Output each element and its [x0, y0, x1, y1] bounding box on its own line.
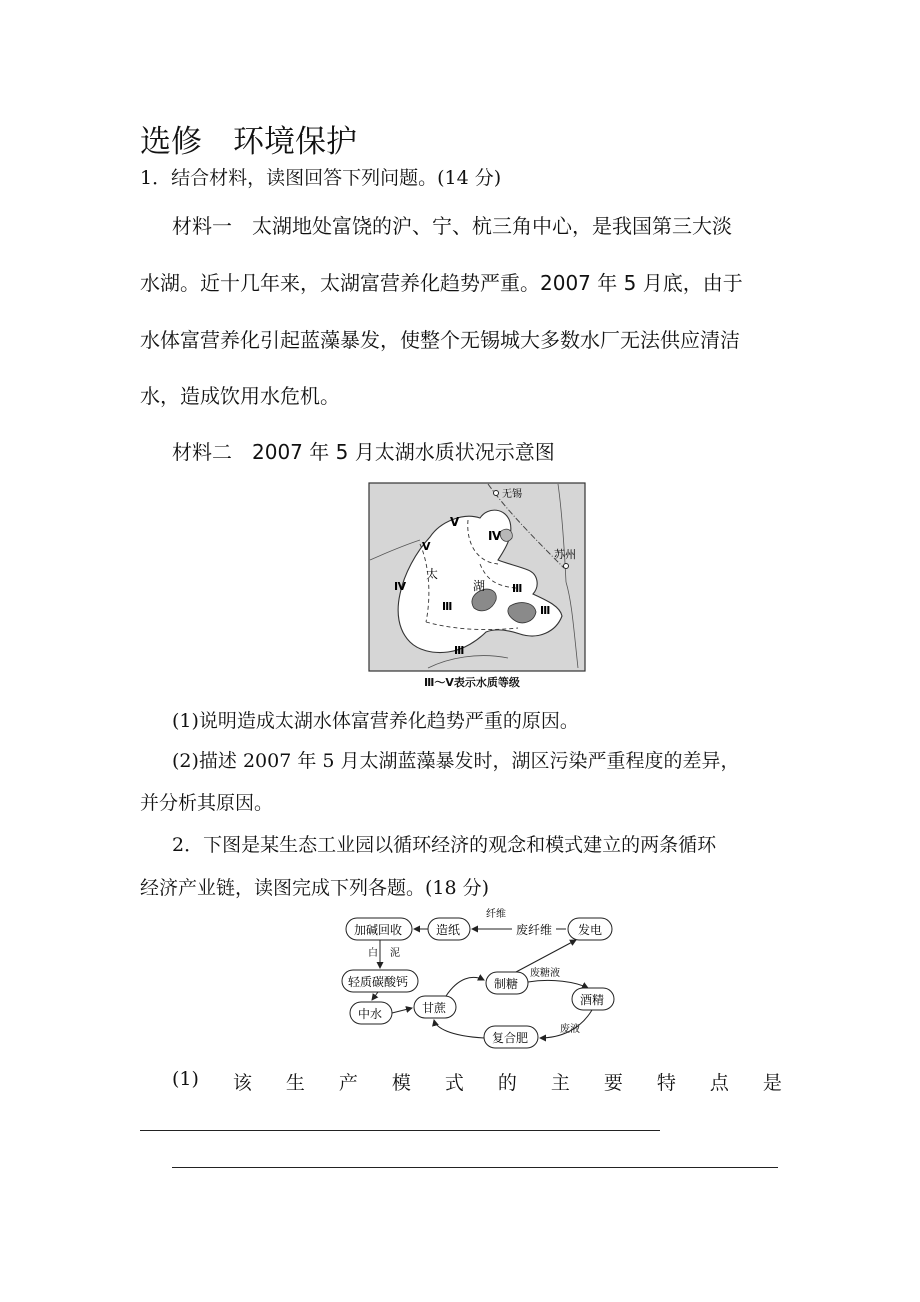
q2-sub1-char: 主	[550, 1072, 570, 1094]
lake-name-char: 湖	[473, 579, 486, 593]
q2-sub1-char: (1)	[172, 1068, 199, 1090]
node-label: 复合肥	[492, 1031, 529, 1045]
island	[500, 529, 512, 541]
city-marker-wuxi	[494, 491, 499, 496]
q2-sub1-char: 该	[232, 1072, 252, 1094]
node-label: 造纸	[436, 923, 461, 937]
water-grade-label: Ⅲ	[442, 600, 453, 613]
node-label: 发电	[578, 923, 603, 937]
water-grade-label: Ⅲ	[512, 582, 523, 595]
question-2-stem-cont: 经济产业链，读图完成下列各题。(18 分)	[140, 877, 490, 899]
circular-economy-diagram	[340, 908, 630, 1054]
q2-sub1-char: 要	[603, 1072, 623, 1094]
question-1-stem: 1．结合材料，读图回答下列问题。(14 分)	[140, 167, 502, 189]
node-label: 中水	[358, 1007, 383, 1021]
answer-blank-line[interactable]	[172, 1167, 778, 1168]
edge-label: 废糖液	[530, 968, 560, 979]
q2-sub-question-1	[172, 1068, 782, 1095]
material-1-line: 材料一 太湖地处富饶的沪、宁、杭三角中心，是我国第三大淡	[172, 214, 732, 238]
node-label: 酒精	[580, 993, 605, 1007]
node-label: 轻质碳酸钙	[348, 975, 409, 989]
node-label: 甘蔗	[422, 1001, 447, 1015]
arrow	[528, 980, 588, 988]
material-1-line: 水体富营养化引起蓝藻暴发，使整个无锡城大多数水厂无法供应清洁	[140, 328, 740, 352]
material-2-label: 材料二 2007 年 5 月太湖水质状况示意图	[172, 440, 555, 464]
arrow	[446, 977, 484, 996]
water-grade-label: Ⅲ	[540, 604, 551, 617]
map-caption: Ⅲ～Ⅴ表示水质等级	[424, 676, 520, 689]
edge-label: 泥	[390, 948, 400, 959]
q2-sub1-char: 特	[656, 1072, 676, 1094]
lake-name-char: 太	[426, 567, 439, 581]
node-label: 制糖	[494, 977, 519, 991]
q2-sub1-char: 式	[444, 1072, 464, 1094]
q2-sub1-char: 的	[497, 1072, 517, 1094]
edge-label: 废液	[560, 1024, 580, 1035]
q2-sub1-char: 点	[709, 1072, 729, 1094]
water-grade-label: Ⅴ	[422, 540, 431, 553]
city-label-suzhou: 苏州	[554, 548, 576, 561]
arrow	[372, 992, 378, 1000]
node-label: 加碱回收	[354, 923, 403, 937]
water-grade-label: Ⅳ	[394, 580, 407, 593]
q1-sub-question-1: (1)说明造成太湖水体富营养化趋势严重的原因。	[172, 710, 579, 732]
arrow	[434, 1020, 484, 1038]
q2-sub1-char: 产	[338, 1072, 358, 1094]
answer-blank-line[interactable]	[140, 1130, 660, 1131]
material-1-line: 水湖。近十几年来，太湖富营养化趋势严重。2007 年 5 月底，由于	[140, 271, 743, 295]
water-grade-label: Ⅴ	[450, 515, 460, 529]
edge-label: 纤维	[486, 909, 506, 920]
water-grade-label: Ⅳ	[488, 529, 502, 543]
q2-sub1-char: 生	[285, 1072, 305, 1094]
arrow	[392, 1008, 412, 1013]
city-marker-suzhou	[564, 564, 569, 569]
q1-sub-question-2-cont: 并分析其原因。	[140, 792, 274, 814]
taihu-water-quality-map	[368, 482, 586, 672]
city-label-wuxi: 无锡	[502, 489, 522, 500]
material-1-line: 水，造成饮用水危机。	[140, 384, 340, 408]
water-grade-label: Ⅲ	[454, 644, 465, 657]
q2-sub1-char: 是	[762, 1072, 782, 1094]
q2-sub1-char: 模	[391, 1072, 411, 1094]
section-title: 选修 环境保护	[140, 124, 357, 160]
edge-label: 白	[368, 948, 378, 959]
node-label: 废纤维	[516, 923, 553, 937]
question-2-stem: 2．下图是某生态工业园以循环经济的观念和模式建立的两条循环	[172, 834, 717, 856]
q1-sub-question-2: (2)描述 2007 年 5 月太湖蓝藻暴发时，湖区污染严重程度的差异，	[172, 750, 740, 772]
